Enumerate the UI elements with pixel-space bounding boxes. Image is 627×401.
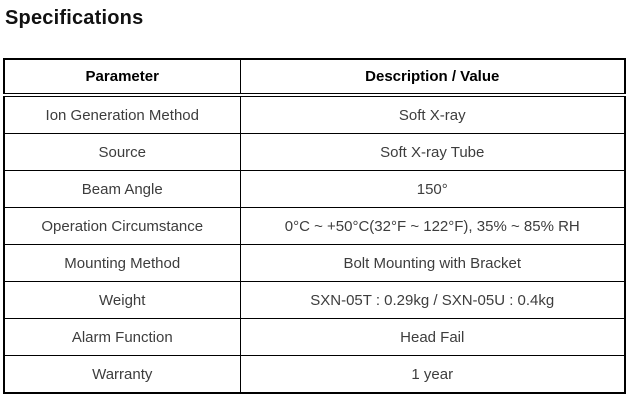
parameter-cell: Warranty [4, 356, 240, 394]
table-row [4, 319, 625, 356]
page-title: Specifications [5, 7, 144, 29]
table-row [4, 171, 625, 208]
value-cell: SXN-05T : 0.29kg / SXN-05U : 0.4kg [240, 282, 625, 319]
value-cell: Head Fail [240, 319, 625, 356]
parameter-cell: Ion Generation Method [4, 95, 240, 134]
value-cell: Soft X-ray [240, 95, 625, 134]
parameter-cell: Mounting Method [4, 245, 240, 282]
parameter-cell: Alarm Function [4, 319, 240, 356]
table-row [4, 134, 625, 171]
value-cell: 1 year [240, 356, 625, 394]
table-row [4, 282, 625, 319]
value-cell: Soft X-ray Tube [240, 134, 625, 171]
table-row [4, 245, 625, 282]
specifications-table [3, 58, 626, 394]
value-cell: Bolt Mounting with Bracket [240, 245, 625, 282]
table-row [4, 208, 625, 245]
value-cell: 0°C ~ +50°C(32°F ~ 122°F), 35% ~ 85% RH [240, 208, 625, 245]
parameter-cell: Source [4, 134, 240, 171]
column-header-parameter: Parameter [4, 59, 240, 95]
table-row [4, 95, 625, 134]
table-header-row [4, 59, 625, 95]
parameter-cell: Operation Circumstance [4, 208, 240, 245]
table-row [4, 356, 625, 394]
parameter-cell: Weight [4, 282, 240, 319]
parameter-cell: Beam Angle [4, 171, 240, 208]
column-header-description-value: Description / Value [240, 59, 625, 95]
value-cell: 150° [240, 171, 625, 208]
